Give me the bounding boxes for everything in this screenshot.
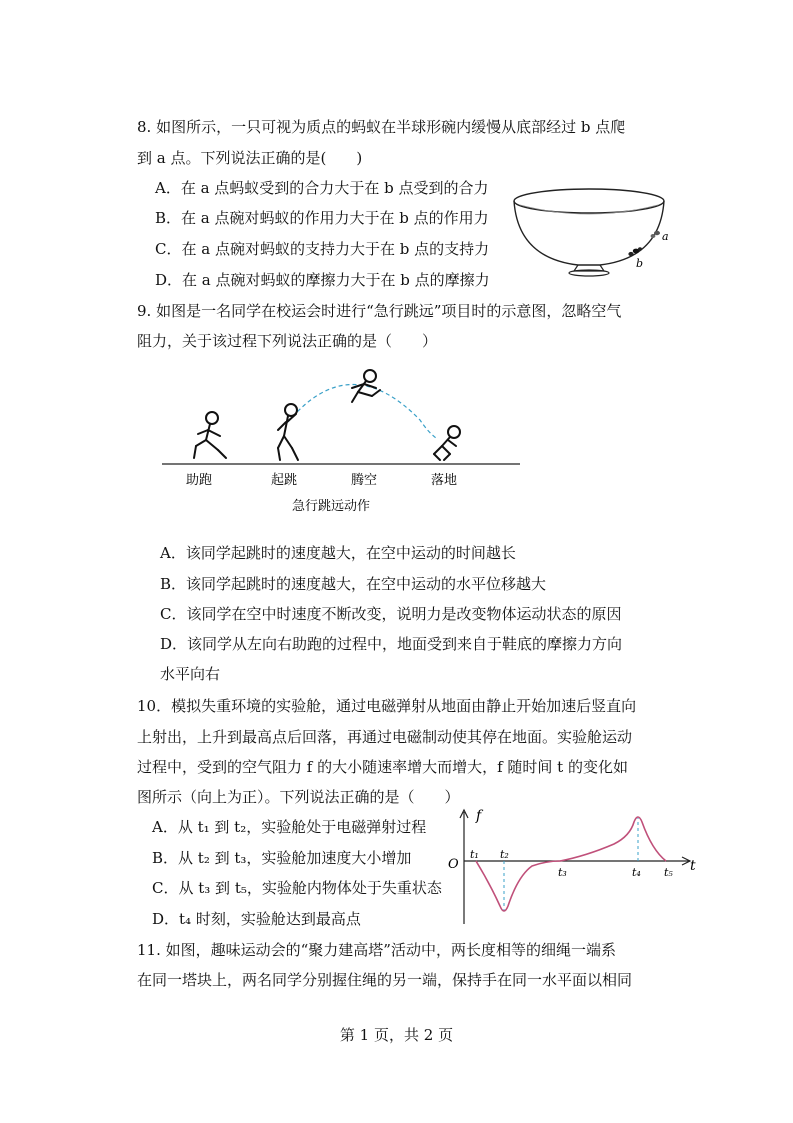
q10-stem-line1: 10．模拟失重环境的实验舱，通过电磁弹射从地面由静止开始加速后竖直向 — [137, 697, 637, 715]
landing-figure — [434, 426, 460, 460]
bowl-label-b: b — [636, 257, 644, 270]
label-flight: 腾空 — [351, 473, 378, 488]
q11-stem-line2: 在同一塔块上，两名同学分别握住绳的另一端，保持手在同一水平面以相同 — [137, 971, 633, 989]
q9-option-c: C．该同学在空中时速度不断改变，说明力是改变物体运动状态的原因 — [160, 605, 622, 623]
label-landing: 落地 — [431, 473, 458, 488]
q8-option-b: B．在 a 点碗对蚂蚁的作用力大于在 b 点的作用力 — [155, 209, 489, 227]
origin-label: O — [448, 857, 459, 872]
q10-stem-line4: 图所示（向上为正）。下列说法正确的是（ ） — [137, 788, 460, 806]
q9-option-d-continued: 水平向右 — [160, 665, 221, 683]
q8-option-c: C．在 a 点碗对蚂蚁的支持力大于在 b 点的支持力 — [155, 240, 490, 258]
q9-stem-line2: 阻力，关于该过程下列说法正确的是（ ） — [137, 332, 438, 350]
q9-stem-line1: 9. 如图是一名同学在校运会时进行“急行跳远”项目时的示意图，忽略空气 — [137, 302, 622, 320]
q10-option-b: B．从 t₂ 到 t₃，实验舱加速度大小增加 — [152, 849, 412, 867]
bowl-label-a: a — [662, 230, 669, 243]
q9-option-b: B．该同学起跳时的速度越大，在空中运动的水平位移越大 — [160, 575, 547, 593]
flight-figure — [352, 370, 380, 402]
q10-option-c: C．从 t₃ 到 t₅，实验舱内物体处于失重状态 — [152, 879, 442, 897]
x-axis-label: t — [690, 858, 696, 874]
figure-caption: 急行跳远动作 — [292, 499, 371, 514]
q8-stem-line1: 8. 如图所示，一只可视为质点的蚂蚁在半球形碗内缓慢从底部经过 b 点爬 — [137, 118, 626, 136]
q9-option-d: D．该同学从左向右助跑的过程中，地面受到来自于鞋底的摩擦力方向 — [160, 635, 623, 653]
takeoff-figure — [278, 404, 298, 460]
q8-stem-line2: 到 a 点。下列说法正确的是( ) — [137, 149, 363, 167]
q10-stem-line2: 上射出，上升到最高点后回落，再通过电磁制动使其停在地面。实验舱运动 — [137, 728, 633, 746]
tick-t5: t₅ — [664, 866, 673, 879]
q11-stem-line1: 11. 如图，趣味运动会的“聚力建高塔”活动中，两长度相等的细绳一端系 — [137, 941, 616, 959]
q10-option-a: A．从 t₁ 到 t₂，实验舱处于电磁弹射过程 — [152, 818, 427, 836]
label-runup: 助跑 — [186, 473, 213, 488]
long-jump-figure — [160, 360, 522, 520]
y-axis-label: f — [476, 808, 482, 824]
tick-t4: t₄ — [632, 866, 641, 879]
label-takeoff: 起跳 — [271, 473, 298, 488]
runner-figure — [194, 412, 226, 458]
tick-t2: t₂ — [500, 848, 509, 861]
q8-option-a: A．在 a 点蚂蚁受到的合力大于在 b 点受到的合力 — [155, 179, 489, 197]
q9-option-a: A．该同学起跳时的速度越大，在空中运动的时间越长 — [160, 544, 516, 562]
q8-option-d: D．在 a 点碗对蚂蚁的摩擦力大于在 b 点的摩擦力 — [155, 271, 490, 289]
q10-option-d: D．t₄ 时刻，实验舱达到最高点 — [152, 910, 361, 928]
tick-t3: t₃ — [558, 866, 567, 879]
q10-stem-line3: 过程中，受到的空气阻力 f 的大小随速率增大而增大，f 随时间 t 的变化如 — [137, 758, 628, 776]
tick-t1: t₁ — [470, 848, 479, 861]
bowl-figure — [508, 183, 670, 283]
f-t-graph — [446, 806, 700, 928]
ant-at-a — [651, 231, 660, 238]
page-footer: 第 1 页，共 2 页 — [339, 1026, 454, 1044]
